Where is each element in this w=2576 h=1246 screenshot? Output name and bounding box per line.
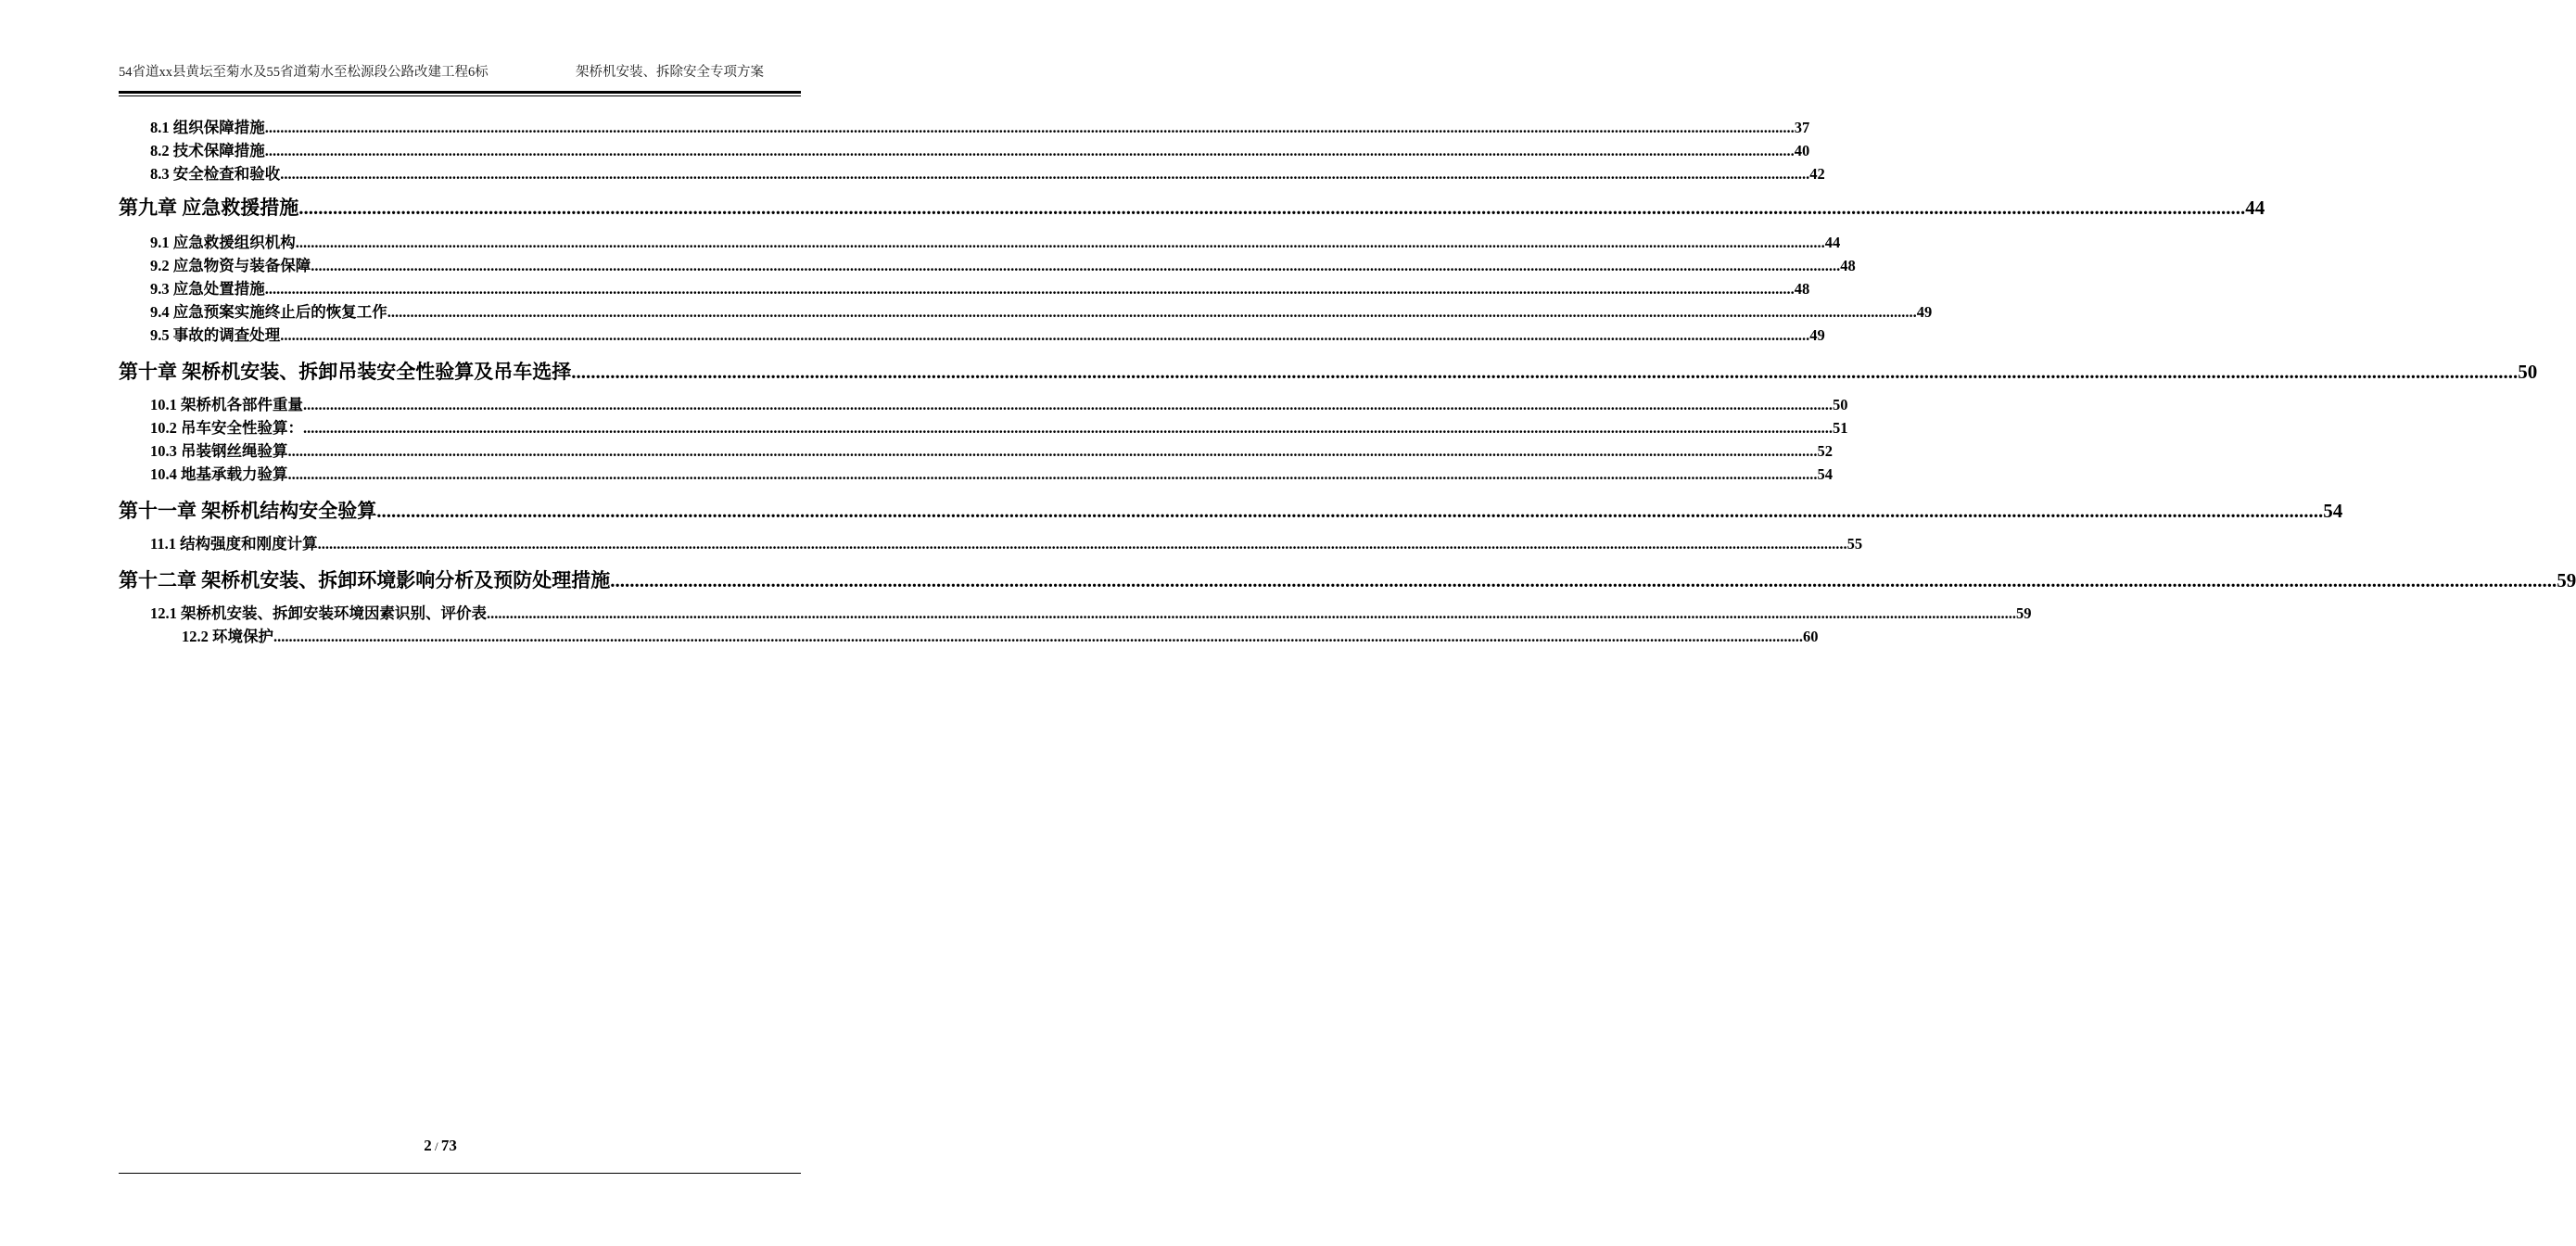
toc-entry-title: 10.3 吊装钢丝绳验算 <box>150 442 288 460</box>
toc-section-entry[interactable] <box>150 253 1856 275</box>
toc-entry-page: 44 <box>2245 197 2265 219</box>
toc-section-entry[interactable] <box>150 138 1810 160</box>
toc-entry-page: 49 <box>1809 326 1825 344</box>
header-project-title: 54省道xx县黄坛至菊水及55省道菊水至松源段公路改建工程6标 <box>119 65 489 80</box>
page-number-current: 2 <box>424 1137 432 1154</box>
toc-entry-page: 51 <box>1833 419 1848 437</box>
toc-chapter-entry[interactable] <box>119 357 2538 385</box>
toc-dot-leader: ................................................................................................................................................................................................................................................................................................................................................................................................................ <box>298 197 2246 219</box>
toc-entry-page: 52 <box>1817 442 1833 460</box>
toc-entry-title: 10.2 吊车安全性验算： <box>150 419 303 437</box>
toc-section-entry[interactable] <box>150 299 1933 322</box>
toc-dot-leader: ................................................................................................................................................................................................................................................................................................................................................................................................................ <box>376 500 2324 522</box>
toc-chapter-entry[interactable] <box>119 193 2265 221</box>
toc-section-entry[interactable] <box>182 624 1819 646</box>
toc-dot-leader: ................................................................................................................................................................................................................................................................................................................................................................................................................ <box>387 303 1917 321</box>
toc-section-entry[interactable] <box>150 439 1833 461</box>
toc-entry-page: 48 <box>1840 257 1856 274</box>
footer-rule <box>119 1173 801 1174</box>
toc-entry-page: 37 <box>1794 119 1810 136</box>
toc-section-entry[interactable] <box>150 601 2032 623</box>
toc-chapter-entry[interactable] <box>119 496 2343 524</box>
toc-entry-title: 10.1 架桥机各部件重量 <box>150 396 303 413</box>
toc-entry-title: 10.4 地基承载力验算 <box>150 465 288 483</box>
toc-section-entry[interactable] <box>150 276 1810 299</box>
toc-entry-title: 9.5 事故的调查处理 <box>150 326 281 344</box>
toc-entry-title: 第十一章 架桥机结构安全验算 <box>119 500 377 522</box>
toc-section-entry[interactable] <box>150 392 1848 414</box>
toc-section-entry[interactable] <box>150 323 1825 345</box>
toc-entry-page: 59 <box>2557 569 2576 591</box>
page-number-separator: / <box>431 1139 441 1153</box>
toc-dot-leader: ................................................................................................................................................................................................................................................................................................................................................................................................................ <box>264 280 1795 298</box>
toc-entry-title: 8.1 组织保障措施 <box>150 119 265 136</box>
toc-dot-leader: ................................................................................................................................................................................................................................................................................................................................................................................................................ <box>264 142 1795 159</box>
toc-section-entry[interactable] <box>150 115 1810 137</box>
toc-entry-title: 9.3 应急处置措施 <box>150 280 265 298</box>
toc-section-entry[interactable] <box>150 230 1841 252</box>
toc-dot-leader: ................................................................................................................................................................................................................................................................................................................................................................................................................ <box>571 361 2519 383</box>
toc-entry-page: 59 <box>2016 604 2032 622</box>
toc-entry-title: 第九章 应急救援措施 <box>119 197 299 219</box>
toc-entry-page: 60 <box>1803 628 1819 645</box>
toc-entry-page: 40 <box>1794 142 1810 159</box>
toc-dot-leader: ................................................................................................................................................................................................................................................................................................................................................................................................................ <box>610 569 2557 591</box>
toc-dot-leader: ................................................................................................................................................................................................................................................................................................................................................................................................................ <box>280 165 1810 183</box>
toc-section-entry[interactable] <box>150 161 1825 184</box>
toc-entry-title: 12.2 环境保护 <box>182 628 273 645</box>
toc-entry-title: 第十二章 架桥机安装、拆卸环境影响分析及预防处理措施 <box>119 569 611 591</box>
toc-entry-title: 8.3 安全检查和验收 <box>150 165 281 183</box>
toc-entry-title: 第十章 架桥机安装、拆卸吊装安全性验算及吊车选择 <box>119 361 572 383</box>
toc-entry-page: 49 <box>1916 303 1933 321</box>
page-header <box>119 57 801 80</box>
toc-entry-title: 8.2 技术保障措施 <box>150 142 265 159</box>
toc-dot-leader: ................................................................................................................................................................................................................................................................................................................................................................................................................ <box>317 535 1847 553</box>
toc-entry-title: 11.1 结构强度和刚度计算 <box>150 535 318 553</box>
header-rule-thin <box>119 95 801 96</box>
header-document-title: 架桥机安装、拆除安全专项方案 <box>576 65 764 80</box>
toc-entry-title: 12.1 架桥机安装、拆卸安装环境因素识别、评价表 <box>150 604 487 622</box>
page-number <box>0 1137 881 1155</box>
toc-dot-leader: ................................................................................................................................................................................................................................................................................................................................................................................................................ <box>280 326 1810 344</box>
toc-section-entry[interactable] <box>150 462 1833 484</box>
toc-dot-leader: ................................................................................................................................................................................................................................................................................................................................................................................................................ <box>303 396 1833 413</box>
toc-entry-page: 55 <box>1846 535 1863 553</box>
toc-dot-leader: ................................................................................................................................................................................................................................................................................................................................................................................................................ <box>295 234 1825 251</box>
toc-dot-leader: ................................................................................................................................................................................................................................................................................................................................................................................................................ <box>287 465 1818 483</box>
toc-entry-page: 44 <box>1824 234 1841 251</box>
toc-entry-page: 42 <box>1809 165 1825 183</box>
toc-dot-leader: ................................................................................................................................................................................................................................................................................................................................................................................................................ <box>303 419 1833 437</box>
toc-entry-title: 9.4 应急预案实施终止后的恢复工作 <box>150 303 387 321</box>
toc-entry-page: 50 <box>1833 396 1848 413</box>
toc-entry-title: 9.1 应急救援组织机构 <box>150 234 296 251</box>
toc-entry-page: 54 <box>1817 465 1833 483</box>
toc-dot-leader: ................................................................................................................................................................................................................................................................................................................................................................................................................ <box>287 442 1818 460</box>
toc-entry-page: 54 <box>2323 500 2343 522</box>
toc-chapter-entry[interactable] <box>119 566 2576 593</box>
toc-dot-leader: ................................................................................................................................................................................................................................................................................................................................................................................................................ <box>273 628 1803 645</box>
toc-dot-leader: ................................................................................................................................................................................................................................................................................................................................................................................................................ <box>264 119 1795 136</box>
toc-dot-leader: ................................................................................................................................................................................................................................................................................................................................................................................................................ <box>487 604 2016 622</box>
toc-entry-title: 9.2 应急物资与装备保障 <box>150 257 311 274</box>
toc-dot-leader: ................................................................................................................................................................................................................................................................................................................................................................................................................ <box>311 257 1841 274</box>
toc-entry-page: 50 <box>2518 361 2538 383</box>
toc-section-entry[interactable] <box>150 531 1863 553</box>
toc-entry-page: 48 <box>1794 280 1810 298</box>
header-rule-thick <box>119 91 801 94</box>
page-number-total: 73 <box>440 1137 457 1154</box>
toc-section-entry[interactable] <box>150 415 1848 438</box>
